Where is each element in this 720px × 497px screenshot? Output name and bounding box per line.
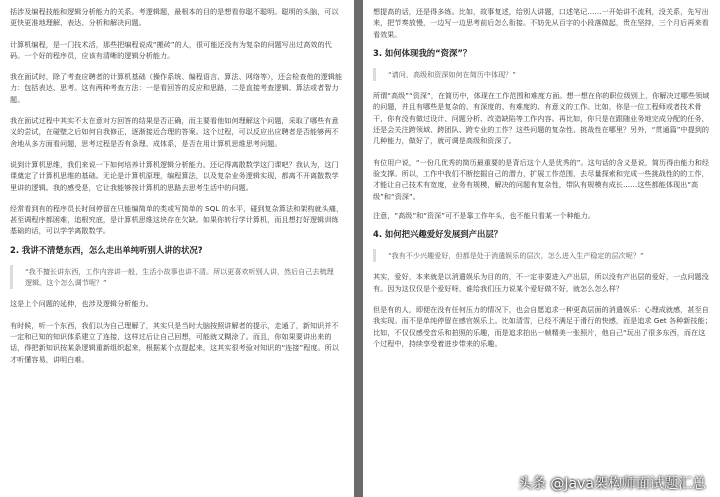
blockquote: “请问，高级和资深如何在简历中体现？” (373, 68, 712, 81)
blockquote: “我不擅长讲东西，工作内容讲一般，生活小故事也讲不清。所以更喜欢听别人讲，然后自己去梳理逻辑。这个怎么调节呢？” (10, 265, 344, 290)
blockquote: “我有不少兴趣爱好，但都是处于消遣娱乐的层次，怎么进入生产稳定的层次呢？” (373, 249, 712, 262)
paragraph: 其实，爱好，本来就是以消遣娱乐为目的的，不一定非要进入产出层，所以没有产出层的爱好，一点问题没有。因为这仅仅是个爱好呀，谁给我们压力说某个爱好做不好，就怎么怎么样？ (373, 272, 709, 293)
paragraph: 说到计算机思维，我们来说一下如何培养计算机逻辑分析能力。还记得离散数学这门课吧？我认为，这门课奠定了计算机思维的基础。无论是计算机原理，编程算法，以及复杂业务逻辑实现，都离不开离散数学里讲的逻辑。我的感受是，它让我能够按计算机的思路去思考生活中的问题。 (10, 159, 339, 192)
paragraph: 但是有的人，即便在没有任何压力的情况下，也会自愿追求一种更高层面的消遣娱乐：心理成就感，甚至自我实现。而不是单纯停留在感官娱乐上。比如清雪，已经不满足于滑行的快感，而是追求 Get 各种新技能；比如，不仅仅感受音乐和拍照的乐趣，而是追求拍出一帧精美一张照片，他自己“玩出了很多东西，而在这个过程中，持续享受着进步带来的乐趣。 (373, 305, 712, 348)
paragraph: 有时候，听一个东西，我们以为自己理解了，其实只是当时大脑按照讲解者的提示，走通了，新知识并不一定和已知的知识体系建立了连接，这样过后让自己回想，可能就又糊涂了。而且，你如果要讲出来的话，得把新知识按某条逻辑重新组织起来，根据某个点提起来，这其实很考验对知识的“连接”程度。所以才听懂容易，讲明白难。 (10, 320, 339, 364)
paragraph: 注意，“高级”和“资深”可不是靠工作年头，也不能只看某一个种能力。 (373, 210, 596, 220)
paragraph: 我在面试时，除了考查应聘者的计算机基础（操作系统、编程语言、算法、网络等），还会检查他的逻辑能力：包括表达、思考。这有两种考查方法：一是看回答的反应和思路，二是直接考查逻辑、算法或者智力题。 (10, 72, 343, 104)
paragraph: 想提高的话，还是得多练。比如，故事复述，给别人讲题，口述笔记……一开始讲不流利，没关系，先写出来，把节奏放慢，一边写一边思考前后怎么衔接。不妨先从百字的小段落做起，贵在坚持，三个月后再来看看效果。 (373, 7, 709, 39)
paragraph: 有位用户说，“一份几优秀的简历最重要的是背后这个人是优秀的”。这句话的含义是说，简历得由能力和经验支撑。所以，工作中我们不断挖掘自己的潜力，扩展工作范围，去尽量探索和完成一些挑战性的的工作，才能让自己技术有宽度，业务有规模，解决的问题有复杂性，带队有规模有成长……这些都能体现出“高级”和“资深”。 (373, 157, 710, 201)
paragraph: 所谓“高级”“资深”，在简历中，体现在工作范围和难度方面。想一想在你的职位级别上，你解决过哪些领域的问题，并且有哪些是复杂的、有深度的、有难度的、有意义的工作。比如，你是一位工程师或者技术骨干，你有没有做过设计、问题分析、改造缺陷等工作内容。再比如，你只是在跟随业务地完成分配的任务，还是会关注跨领域、跨团队、跨专业的工作？这些问题的复杂性、挑战性在哪里？另外，“贯通篇”中提到的几种能力，做好了，就可调是高级和资深了。 (373, 91, 710, 146)
section-heading-2: 2. 我讲不清楚东西，怎么走出单纯听别人讲的状况? (10, 244, 203, 255)
section-heading-3: 3. 如何体现我的“资深”？ (373, 47, 472, 58)
paragraph: 经常看到有的程序员长时间停留在只能编简单的类或写简单的 SQL 的水平，碰到复杂算法和架构就头痛，甚至调程序都困难，追根究底，是计算机思维这块存在欠缺。如果你转行学计算机，而且想打好逻辑训练基础的话，可以学学离散数学。 (10, 203, 344, 236)
paragraph: 我在面试过程中其实不太在意对方回答的结果是否正确，而主要看他如何理解这个问题，采取了哪些有意义的尝试，在碰壁之后如何自我修正，逐渐接近合理的答案。这个过程，可以反应出应聘者是否能够两不舍地从多方面看问题，思考过程是否有条理、成体系，是否在用计算机思维思考问题。 (10, 116, 339, 148)
document-page-left (0, 0, 354, 497)
paragraph: 这是上个问题的延伸，也涉及逻辑分析能力。 (10, 299, 153, 309)
section-heading-4: 4. 如何把兴趣爱好发展到产出层？ (373, 229, 503, 240)
document-page-right (363, 0, 720, 497)
paragraph: 计算机编程，是一门技术活，那些把编程说成“搬砖”的人，很可能还没有为复杂的问题写出过高效的代码。一个好的程序员，应该有清晰的逻辑分析能力。 (10, 39, 332, 60)
watermark: 头条 @Java架构师面试题汇总 (517, 476, 706, 492)
paragraph: 括涉及编程技能和逻辑分析能力的关系。考逻辑题，最根本的目的是想看你聪不聪明。聪明的头脑，可以更快更准地理解、表达、分析和解决问题。 (10, 7, 339, 28)
